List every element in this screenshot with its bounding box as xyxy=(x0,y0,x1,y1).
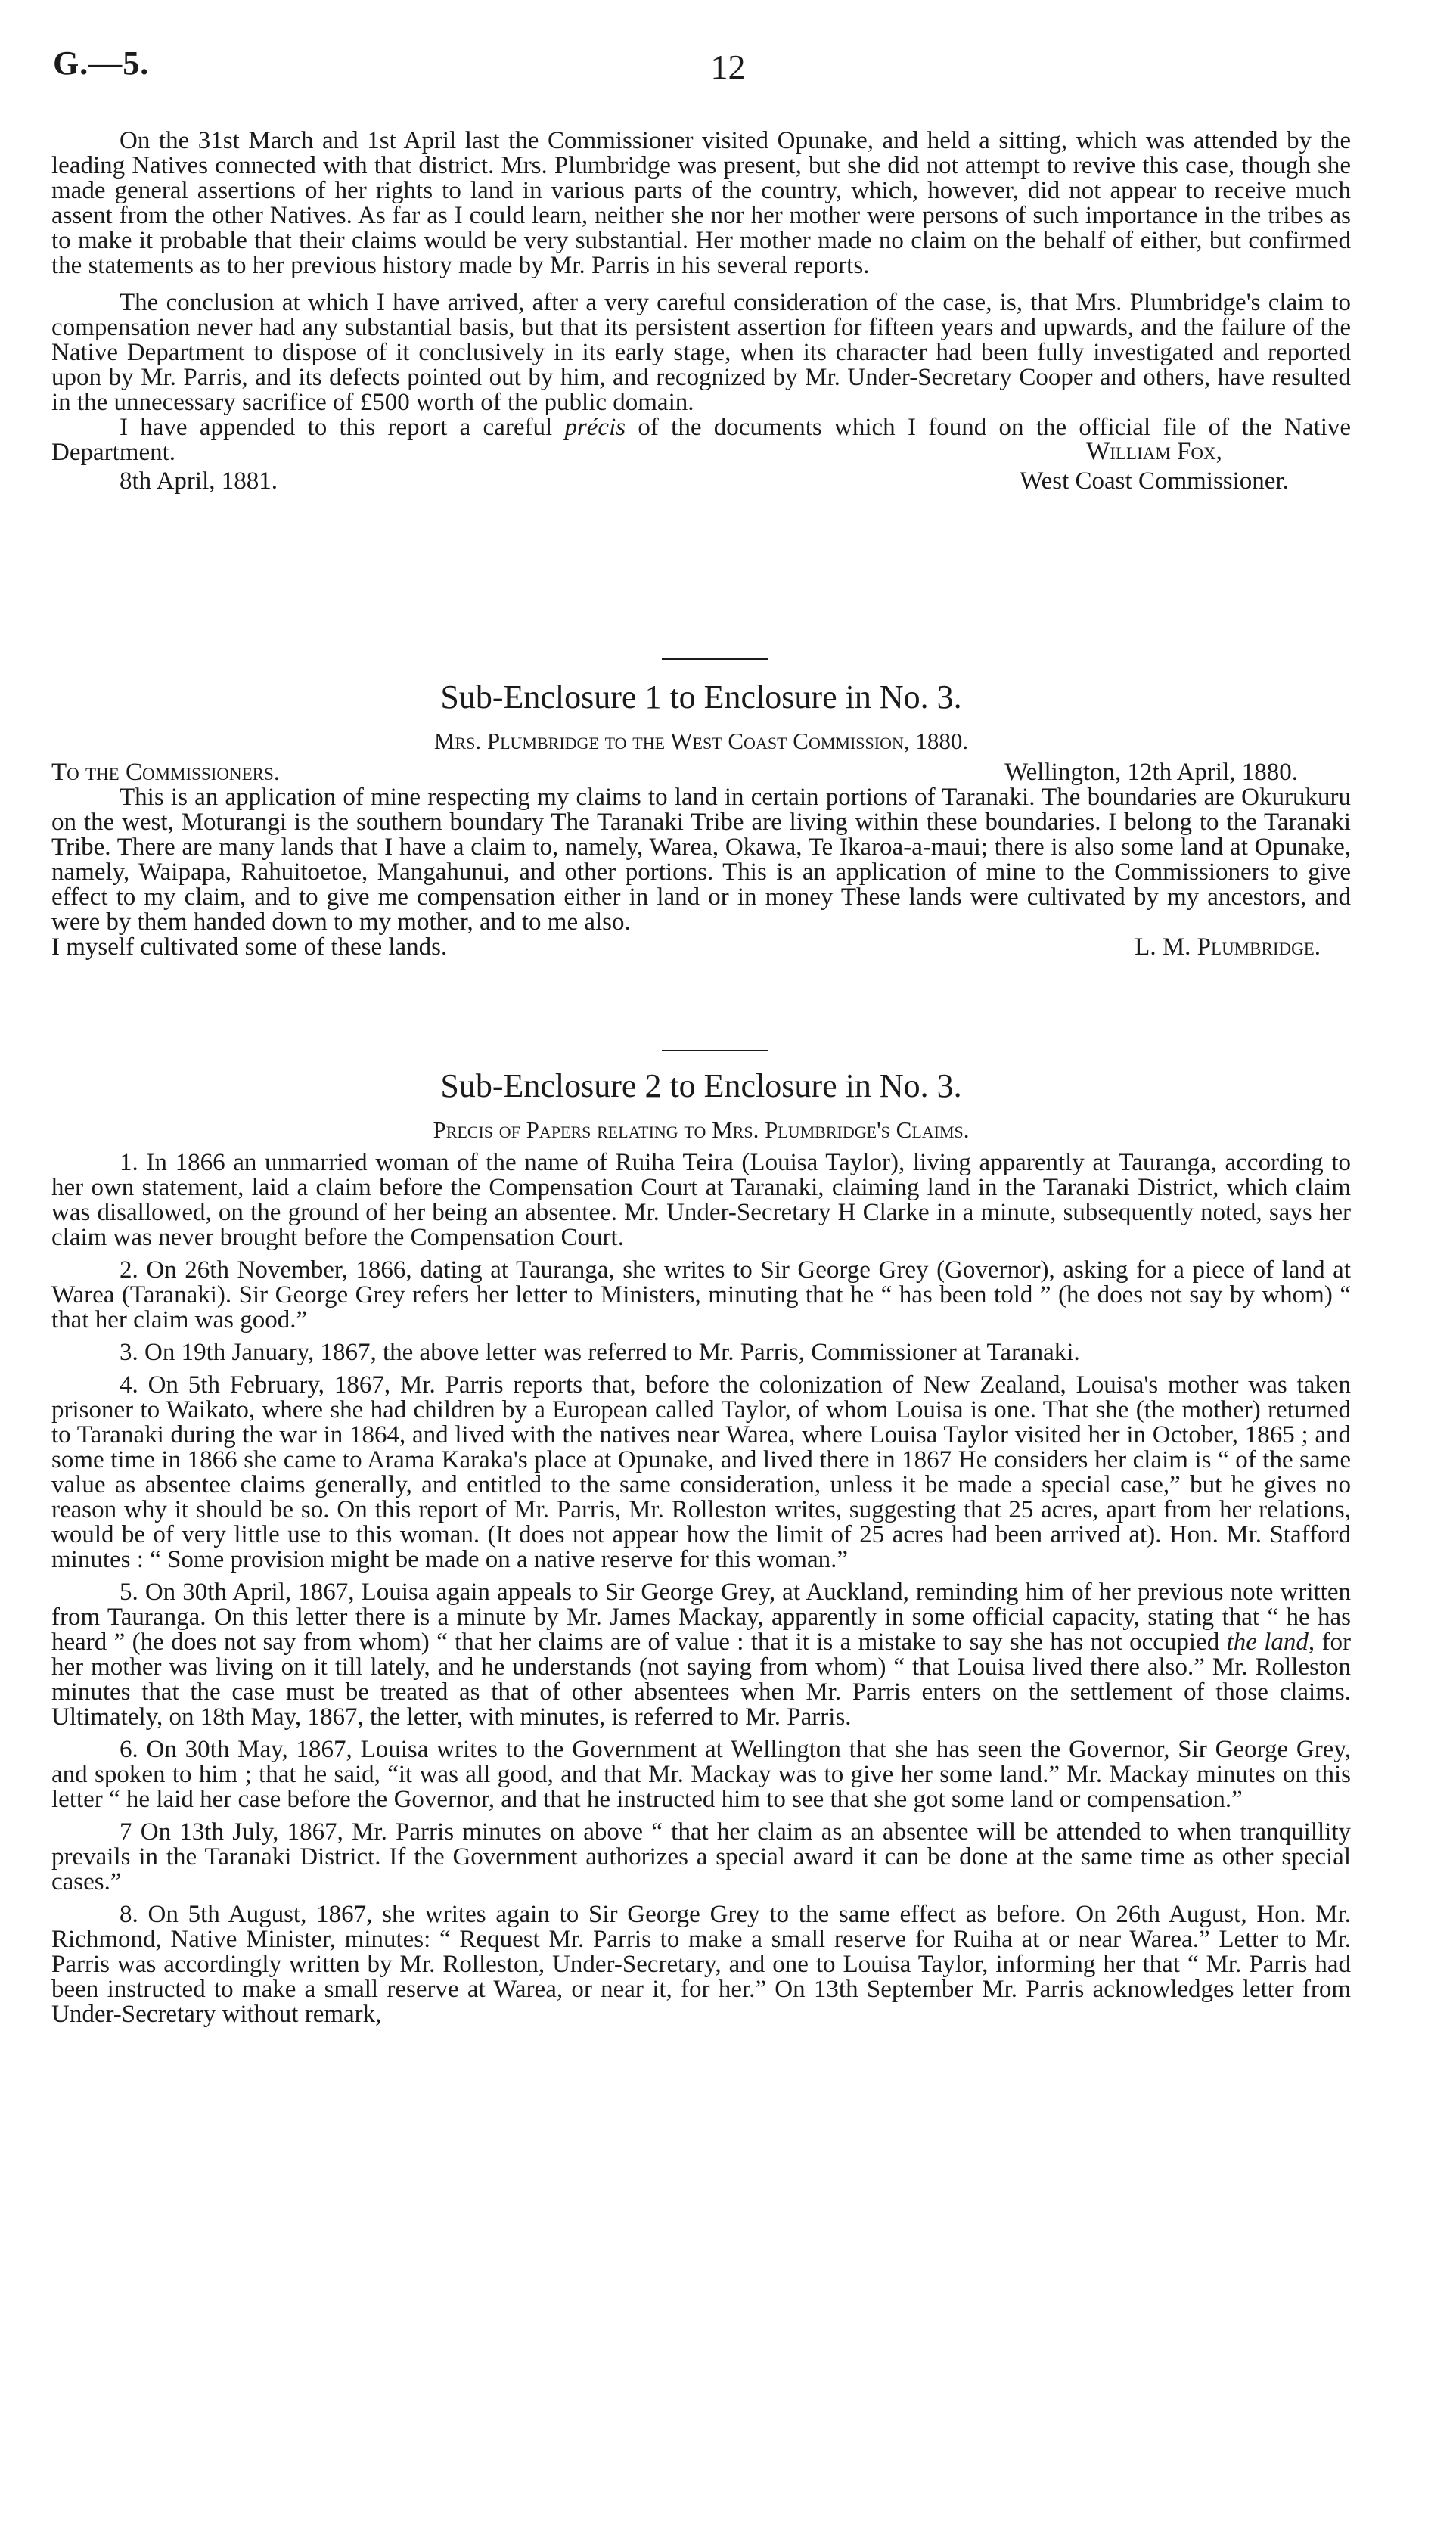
letter-place-date: Wellington, 12th April, 1880. xyxy=(1004,759,1298,787)
letter-header xyxy=(51,760,1351,785)
signatory-name: William Fox, xyxy=(1086,438,1222,465)
letter-body: This is an application of mine respecting my claims to land in certain portions of Taranaki. The boundaries are Okurukuru on the west, Moturangi is the southern boundary The Taranaki Tribe are living within these boundaries. I belong to the Taranaki Tribe. There are many lands that I have a claim to, namely, Warea, Okawa, Te Ikaroa-a-maui; there is also some land at Opunake, namely, Waipapa, Rahuitoetoe, Mangahunui, and other portions. This is an application of mine to the Commissioners to give effect to my claim, and to give me compensation either in land or in money These lands were cultivated by my ancestors, and were by them handed down to my mother, and to me also. xyxy=(51,784,1351,936)
precis-item-7: 7 On 13th July, 1867, Mr. Parris minutes on above “ that her claim as an absentee will be attended to when tranquillity prevails in the Taranaki District. If the Government authorizes a special award it can be done at the same time as other special cases.” xyxy=(51,1818,1351,1896)
date-title-row xyxy=(51,469,1351,494)
report-paragraph: The conclusion at which I have arrived, after a very careful consideration of the case, is, that Mrs. Plumbridge's claim to compensation never had any substantial basis, but that its persistent assertion for fifteen years and upwards, and the failure of the Native Department to dispose of it conclusively in its early stage, when its character had been fully investigated and reported upon by Mr. Parris, and its defects pointed out by him, and recognized by Mr. Under-Secretary Cooper and others, have resulted in the unnecessary sacrifice of £500 worth of the public domain. xyxy=(51,289,1351,416)
precis-item-4: 4. On 5th February, 1867, Mr. Parris reports that, before the colonization of New Zealand, Louisa's mother was taken prisoner to Waikato, where she had children by a European called Taylor, of whom Louisa is one. That she (the mother) returned to Taranaki during the war in 1864, and lived with the natives near Warea, where Louisa Taylor visited her in October, 1865 ; and some time in 1866 she came to Arama Karaka's place at Opunake, and lived there in 1867 He considers her claim is “ of the same value as absentee claims generally, and entitled to the same consideration, unless it be made a special case,” but he gives no reason why it should be so. On this report of Mr. Parris, Mr. Rolleston writes, suggesting that 25 acres, apart from her relations, would be of very little use to this woman. (It does not appear how the limit of 25 acres had been arrived at). Hon. Mr. Stafford minutes : “ Some provision might be made on a native reserve for this woman.” xyxy=(51,1371,1351,1574)
sub-enclosure-2 xyxy=(51,1068,1351,2027)
report-date: 8th April, 1881. xyxy=(120,467,278,495)
precis-item-5: 5. On 30th April, 1867, Louisa again appeals to Sir George Grey, at Auckland, reminding him of her previous note written from Tauranga. On this letter there is a minute by Mr. James Mackay, apparently in some official capacity, stating that “ he has heard ” (he does not say from whom) “ that her claims are of value : that it is a mistake to say she has not occupied the land, for her mother was living on it till lately, and he understands (not saying from whom) “ that Louisa lived there also.” Mr. Rolleston minutes that the case must be treated as that of other absentees when Mr. Parris enters on the settlement of those claims. Ultimately, on 18th May, 1867, the letter, with minutes, is referred to Mr. Parris. xyxy=(51,1579,1352,1731)
signature-block xyxy=(51,439,1351,464)
letter-addressee: To the Commissioners. xyxy=(51,759,281,787)
signatory-title: West Coast Commissioner. xyxy=(1020,467,1289,495)
precis-item-6: 6. On 30th May, 1867, Louisa writes to the Government at Wellington that she has seen the Governor, Sir George Grey, and spoken to him ; that he said, “it was all good, and that Mr. Mackay was to give her some land.” Mr. Mackay minutes on this letter “ he laid her case before the Governor, and that he instructed him to see that she got some land or compensation.” xyxy=(51,1736,1351,1814)
sub-enclosure-1-heading: Sub-Enclosure 1 to Enclosure in No. 3. xyxy=(440,678,962,716)
letter-closing xyxy=(51,935,1351,960)
report-paragraph: On the 31st March and 1st April last the Commissioner visited Opunake, and held a sitting, which was attended by the leading Natives connected with that district. Mrs. Plumbridge was present, but she did not attempt to revive this case, though she made general assertions of her rights to land in various parts of the country, which, however, did not appear to receive much assent from the other Natives. As far as I could learn, neither she nor her mother were persons of such importance in the tribes as to make it probable that their claims would be very substantial. Her mother made no claim on the behalf of either, but confirmed the statements as to her previous history made by Mr. Parris in his several reports. xyxy=(51,127,1351,279)
sub-enclosure-2-heading: Sub-Enclosure 2 to Enclosure in No. 3. xyxy=(440,1067,962,1104)
report-paragraph-final: I have appended to this report a careful précis of the documents which I found on the official file of the Native Department. xyxy=(51,414,1352,466)
precis-item-1: 1. In 1866 an unmarried woman of the name of Ruiha Teira (Louisa Taylor), living apparently at Tauranga, according to her own statement, laid a claim before the Compensation Court at Taranaki, claiming land in the Taranaki District, which claim was disallowed, on the ground of her being an absentee. Mr. Under-Secretary H Clarke in a minute, subsequently noted, says her claim was never brought before the Compensation Court. xyxy=(51,1149,1351,1252)
precis-item-2: 2. On 26th November, 1866, dating at Tauranga, she writes to Sir George Grey (Governor), asking for a piece of land at Warea (Taranaki). Sir George Grey refers her letter to Ministers, minuting that he “ has been told ” (he does not say by whom) “ that her claim was good.” xyxy=(51,1256,1351,1334)
divider xyxy=(662,1050,768,1051)
report-section xyxy=(51,129,1351,494)
italic-phrase: the land, xyxy=(1226,1629,1315,1656)
page-number: 12 xyxy=(710,48,746,86)
letter-last-line: I myself cultivated some of these lands. xyxy=(51,933,448,961)
sub-enclosure-1-subheading: Mrs. Plumbridge to the West Coast Commission, 1880. xyxy=(433,728,969,755)
document-reference: G.—5. xyxy=(53,45,150,82)
sub-enclosure-1 xyxy=(51,679,1351,960)
sub-enclosure-2-subheading: Precis of Papers relating to Mrs. Plumbridge's Claims. xyxy=(433,1116,970,1144)
letter-signature: L. M. Plumbridge. xyxy=(1135,933,1321,961)
divider xyxy=(662,658,768,660)
precis-item-3: 3. On 19th January, 1867, the above letter was referred to Mr. Parris, Commissioner at Taranaki. xyxy=(120,1339,1080,1367)
precis-item-8: 8. On 5th August, 1867, she writes again to Sir George Grey to the same effect as before. On 26th August, Hon. Mr. Richmond, Native Minister, minutes: “ Request Mr. Parris to make a small reserve for Ruiha at or near Warea.” Letter to Mr. Parris was accordingly written by Mr. Rolleston, Under-Secretary, and one to Louisa Taylor, informing her that “ Mr. Parris had been instructed to make a small reserve at Warea, or near it, for her.” On 13th September Mr. Parris acknowledges letter from Under-Secretary without remark, xyxy=(51,1901,1351,2029)
italic-word: précis xyxy=(564,414,626,441)
